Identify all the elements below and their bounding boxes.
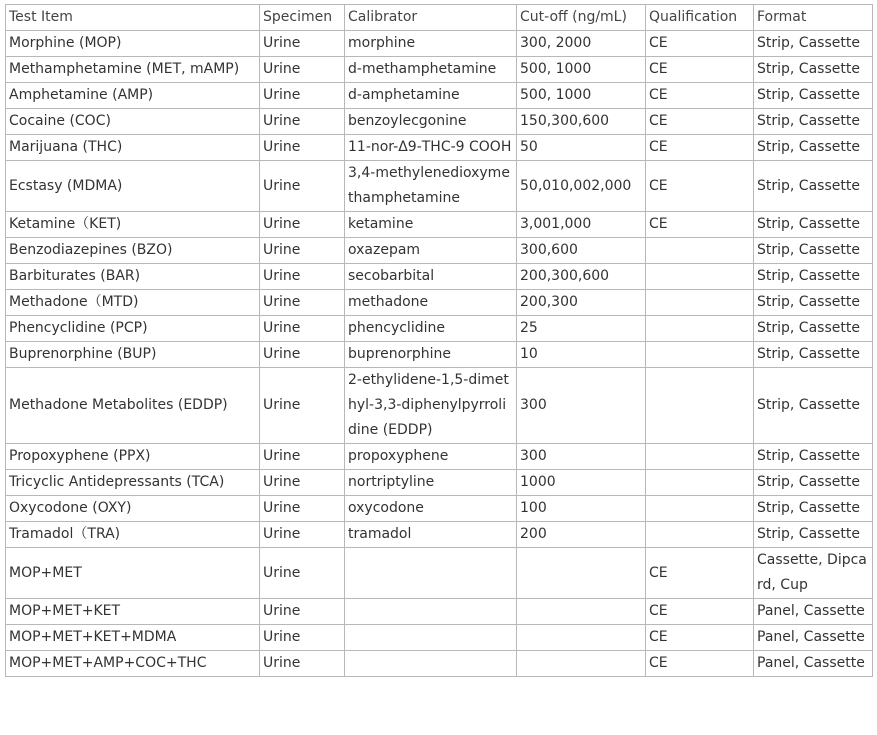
cell-cutoff: 50 — [517, 135, 646, 161]
cell-calibrator: benzoylecgonine — [345, 109, 517, 135]
cell-calibrator: propoxyphene — [345, 444, 517, 470]
table-row — [6, 651, 873, 677]
drug-test-table — [5, 4, 873, 677]
cell-qualification: CE — [646, 548, 754, 599]
cell-format: Panel, Cassette — [754, 599, 873, 625]
table-row — [6, 31, 873, 57]
cell-specimen: Urine — [260, 212, 345, 238]
cell-specimen: Urine — [260, 264, 345, 290]
cell-test-item: Cocaine (COC) — [6, 109, 260, 135]
cell-test-item: Ecstasy (MDMA) — [6, 161, 260, 212]
cell-qualification — [646, 496, 754, 522]
cell-calibrator: morphine — [345, 31, 517, 57]
cell-test-item: Amphetamine (AMP) — [6, 83, 260, 109]
cell-specimen: Urine — [260, 135, 345, 161]
cell-calibrator: nortriptyline — [345, 470, 517, 496]
cell-format: Strip, Cassette — [754, 238, 873, 264]
table-row — [6, 290, 873, 316]
cell-specimen: Urine — [260, 522, 345, 548]
table-header — [6, 5, 873, 31]
cell-cutoff: 200 — [517, 522, 646, 548]
cell-specimen: Urine — [260, 470, 345, 496]
cell-test-item: Morphine (MOP) — [6, 31, 260, 57]
cell-specimen: Urine — [260, 651, 345, 677]
cell-qualification — [646, 444, 754, 470]
cell-calibrator: oxycodone — [345, 496, 517, 522]
cell-calibrator: 2-ethylidene-1,5-dimethyl-3,3-diphenylpyrrolidine (EDDP) — [345, 368, 517, 444]
cell-format: Strip, Cassette — [754, 496, 873, 522]
table-row — [6, 264, 873, 290]
cell-test-item: Benzodiazepines (BZO) — [6, 238, 260, 264]
cell-cutoff — [517, 625, 646, 651]
table-row — [6, 109, 873, 135]
cell-test-item: Barbiturates (BAR) — [6, 264, 260, 290]
cell-qualification — [646, 290, 754, 316]
table-row — [6, 625, 873, 651]
cell-calibrator: ketamine — [345, 212, 517, 238]
cell-cutoff: 3,001,000 — [517, 212, 646, 238]
cell-specimen: Urine — [260, 109, 345, 135]
cell-specimen: Urine — [260, 161, 345, 212]
header-cutoff: Cut-off (ng/mL) — [517, 5, 646, 31]
cell-test-item: Marijuana (THC) — [6, 135, 260, 161]
cell-cutoff: 50,010,002,000 — [517, 161, 646, 212]
cell-cutoff: 500, 1000 — [517, 83, 646, 109]
cell-cutoff: 300 — [517, 368, 646, 444]
cell-format: Strip, Cassette — [754, 316, 873, 342]
table-row — [6, 342, 873, 368]
cell-test-item: Tricyclic Antidepressants (TCA) — [6, 470, 260, 496]
cell-format: Strip, Cassette — [754, 161, 873, 212]
cell-calibrator — [345, 625, 517, 651]
cell-calibrator: phencyclidine — [345, 316, 517, 342]
cell-calibrator: oxazepam — [345, 238, 517, 264]
cell-calibrator: 3,4-methylenedioxymethamphetamine — [345, 161, 517, 212]
cell-qualification: CE — [646, 109, 754, 135]
cell-qualification — [646, 368, 754, 444]
cell-specimen: Urine — [260, 496, 345, 522]
header-row — [6, 5, 873, 31]
cell-test-item: Oxycodone (OXY) — [6, 496, 260, 522]
table-row — [6, 548, 873, 599]
cell-format: Strip, Cassette — [754, 264, 873, 290]
cell-cutoff — [517, 599, 646, 625]
cell-test-item: Propoxyphene (PPX) — [6, 444, 260, 470]
cell-qualification: CE — [646, 651, 754, 677]
cell-qualification — [646, 342, 754, 368]
cell-format: Strip, Cassette — [754, 109, 873, 135]
cell-calibrator: buprenorphine — [345, 342, 517, 368]
table-row — [6, 238, 873, 264]
cell-specimen: Urine — [260, 342, 345, 368]
table-row — [6, 135, 873, 161]
cell-qualification: CE — [646, 161, 754, 212]
cell-format: Strip, Cassette — [754, 31, 873, 57]
cell-cutoff: 300 — [517, 444, 646, 470]
cell-specimen: Urine — [260, 625, 345, 651]
header-specimen: Specimen — [260, 5, 345, 31]
cell-specimen: Urine — [260, 548, 345, 599]
table-row — [6, 368, 873, 444]
table-body — [6, 31, 873, 677]
cell-format: Strip, Cassette — [754, 290, 873, 316]
cell-test-item: MOP+MET+KET+MDMA — [6, 625, 260, 651]
cell-format: Panel, Cassette — [754, 651, 873, 677]
cell-test-item: MOP+MET+KET — [6, 599, 260, 625]
cell-cutoff: 300,600 — [517, 238, 646, 264]
table-row — [6, 212, 873, 238]
table-row — [6, 496, 873, 522]
cell-qualification: CE — [646, 212, 754, 238]
cell-test-item: Ketamine（KET) — [6, 212, 260, 238]
cell-calibrator: tramadol — [345, 522, 517, 548]
cell-format: Strip, Cassette — [754, 470, 873, 496]
table-row — [6, 522, 873, 548]
cell-calibrator: d-methamphetamine — [345, 57, 517, 83]
table-row — [6, 57, 873, 83]
cell-format: Cassette, Dipcard, Cup — [754, 548, 873, 599]
cell-calibrator: secobarbital — [345, 264, 517, 290]
cell-test-item: MOP+MET — [6, 548, 260, 599]
cell-calibrator — [345, 651, 517, 677]
table-row — [6, 161, 873, 212]
cell-specimen: Urine — [260, 83, 345, 109]
cell-qualification — [646, 522, 754, 548]
cell-format: Strip, Cassette — [754, 522, 873, 548]
cell-cutoff: 150,300,600 — [517, 109, 646, 135]
cell-specimen: Urine — [260, 599, 345, 625]
table-row — [6, 599, 873, 625]
table-row — [6, 83, 873, 109]
cell-test-item: MOP+MET+AMP+COC+THC — [6, 651, 260, 677]
cell-calibrator: methadone — [345, 290, 517, 316]
cell-calibrator — [345, 599, 517, 625]
cell-qualification — [646, 316, 754, 342]
cell-test-item: Methamphetamine (MET, mAMP) — [6, 57, 260, 83]
cell-format: Strip, Cassette — [754, 83, 873, 109]
header-calibrator: Calibrator — [345, 5, 517, 31]
cell-calibrator — [345, 548, 517, 599]
table-row — [6, 444, 873, 470]
cell-cutoff: 25 — [517, 316, 646, 342]
cell-cutoff: 100 — [517, 496, 646, 522]
cell-qualification: CE — [646, 599, 754, 625]
cell-cutoff: 200,300,600 — [517, 264, 646, 290]
cell-cutoff: 500, 1000 — [517, 57, 646, 83]
cell-test-item: Buprenorphine (BUP) — [6, 342, 260, 368]
cell-qualification: CE — [646, 135, 754, 161]
drug-test-table-container — [5, 4, 873, 677]
cell-specimen: Urine — [260, 444, 345, 470]
cell-specimen: Urine — [260, 316, 345, 342]
table-row — [6, 316, 873, 342]
cell-test-item: Tramadol（TRA) — [6, 522, 260, 548]
cell-cutoff: 10 — [517, 342, 646, 368]
cell-calibrator: 11-nor-Δ9-THC-9 COOH — [345, 135, 517, 161]
cell-cutoff — [517, 548, 646, 599]
cell-format: Panel, Cassette — [754, 625, 873, 651]
cell-format: Strip, Cassette — [754, 368, 873, 444]
cell-qualification: CE — [646, 83, 754, 109]
cell-test-item: Methadone（MTD) — [6, 290, 260, 316]
cell-calibrator: d-amphetamine — [345, 83, 517, 109]
cell-specimen: Urine — [260, 57, 345, 83]
cell-format: Strip, Cassette — [754, 57, 873, 83]
cell-format: Strip, Cassette — [754, 135, 873, 161]
cell-specimen: Urine — [260, 368, 345, 444]
cell-qualification: CE — [646, 625, 754, 651]
cell-format: Strip, Cassette — [754, 444, 873, 470]
header-test-item: Test Item — [6, 5, 260, 31]
cell-specimen: Urine — [260, 290, 345, 316]
cell-qualification: CE — [646, 57, 754, 83]
table-row — [6, 470, 873, 496]
cell-cutoff — [517, 651, 646, 677]
cell-test-item: Phencyclidine (PCP) — [6, 316, 260, 342]
cell-cutoff: 1000 — [517, 470, 646, 496]
header-qualification: Qualification — [646, 5, 754, 31]
cell-cutoff: 300, 2000 — [517, 31, 646, 57]
cell-specimen: Urine — [260, 31, 345, 57]
cell-qualification — [646, 470, 754, 496]
header-format: Format — [754, 5, 873, 31]
cell-qualification — [646, 264, 754, 290]
cell-format: Strip, Cassette — [754, 342, 873, 368]
cell-cutoff: 200,300 — [517, 290, 646, 316]
cell-qualification: CE — [646, 31, 754, 57]
cell-format: Strip, Cassette — [754, 212, 873, 238]
cell-specimen: Urine — [260, 238, 345, 264]
cell-qualification — [646, 238, 754, 264]
cell-test-item: Methadone Metabolites (EDDP) — [6, 368, 260, 444]
